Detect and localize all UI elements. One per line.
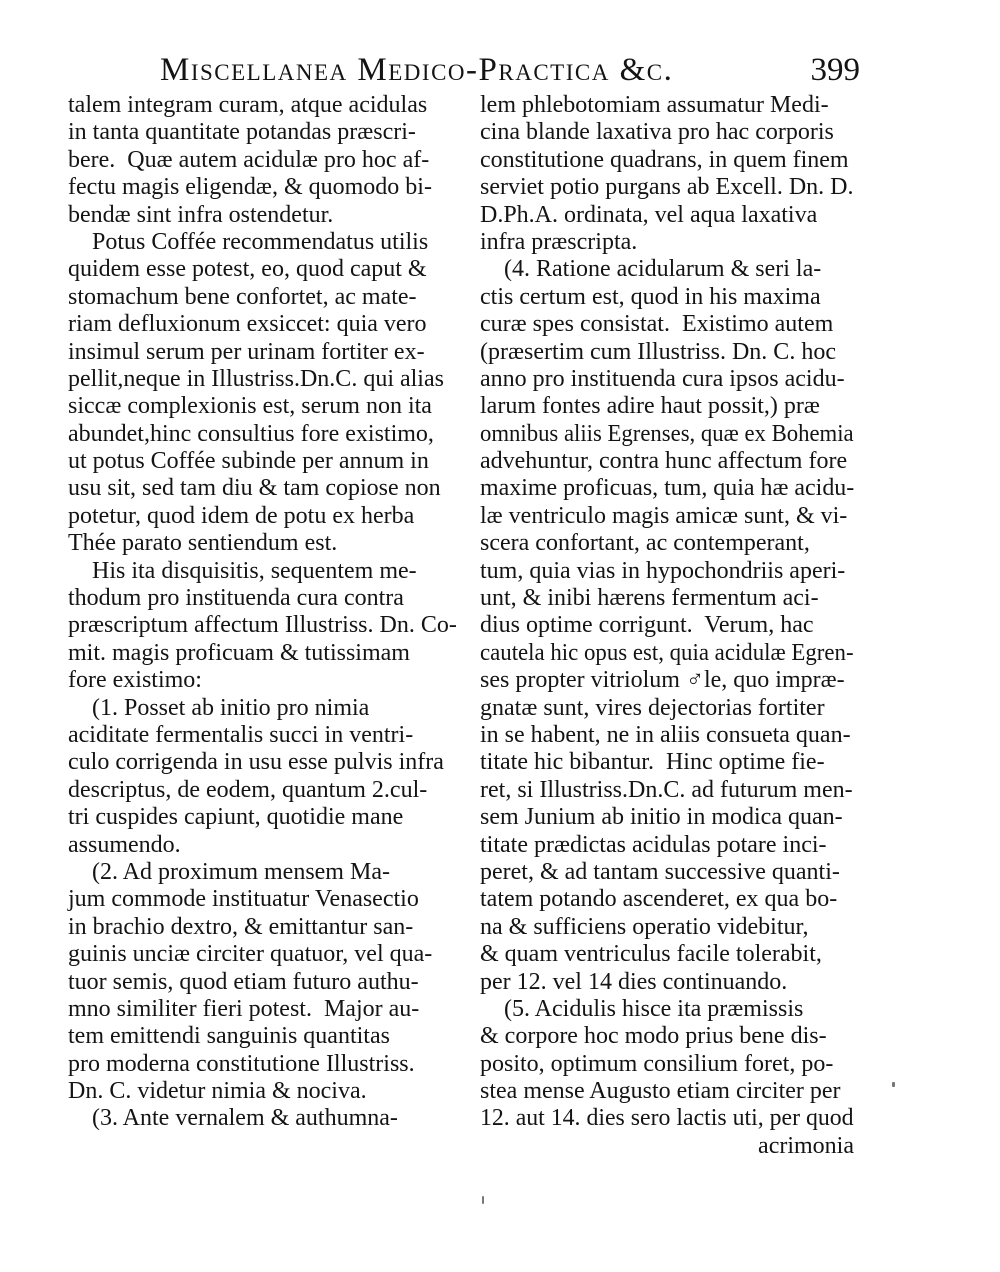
text-line: Thée parato sentiendum est. [68, 530, 338, 557]
text-line: usu sit, sed tam diu & tam copiose non [68, 475, 441, 502]
text-line: in brachio dextro, & emittantur san- [68, 913, 414, 940]
text-line: læ ventriculo magis amicæ sunt, & vi- [480, 502, 848, 529]
text-line: tuor semis, quod etiam futuro authu- [68, 968, 419, 995]
text-line: peret, & ad tantam successive quanti- [480, 858, 840, 885]
text-line: titate prædictas acidulas potare inci- [480, 831, 827, 858]
right-text-column [480, 92, 854, 1160]
text-line: quidem esse potest, eo, quod caput & [68, 256, 427, 283]
text-line: insimul serum per urinam fortiter ex- [68, 338, 425, 365]
page-header [160, 52, 860, 92]
page-number: 399 [810, 52, 860, 88]
text-line: ret, si Illustriss.Dn.C. ad futurum men- [480, 776, 853, 803]
text-line: tem emittendi sanguinis quantitas [68, 1023, 390, 1050]
catchword: acrimonia [758, 1132, 854, 1159]
text-line: guinis unciæ circiter quatuor, vel qua- [68, 941, 433, 968]
text-line: abundet,hinc consultius fore existimo, [68, 420, 434, 447]
text-line: in se habent, ne in aliis consueta quan- [480, 721, 851, 748]
text-line: thodum pro instituenda cura contra [68, 585, 404, 612]
text-line: advehuntur, contra hunc affectum fore [480, 448, 848, 475]
text-line: & corpore hoc modo prius bene dis- [480, 1023, 827, 1050]
text-line: dius optime corrigunt. Verum, hac [480, 612, 814, 639]
text-line: His ita disquisitis, sequentem me- [68, 557, 417, 584]
text-line: aciditate fermentalis succi in ventri- [68, 721, 414, 748]
text-line: (1. Posset ab initio pro nimia [68, 694, 370, 721]
text-line: Potus Coffée recommendatus utilis [68, 228, 429, 255]
left-text-column [68, 92, 460, 1133]
text-line: descriptus, de eodem, quantum 2.cul- [68, 776, 428, 803]
text-line: infra præscripta. [480, 228, 638, 255]
text-line: bere. Quæ autem acidulæ pro hoc af- [68, 146, 430, 173]
text-line: talem integram curam, atque acidulas [68, 92, 428, 118]
text-line: (4. Ratione acidularum & seri la- [480, 256, 822, 283]
text-line: cautela hic opus est, quia acidulæ Egren- [480, 639, 854, 666]
text-line: (3. Ante vernalem & authumna- [68, 1105, 398, 1132]
text-line: tri cuspides capiunt, quotidie mane [68, 804, 404, 831]
running-title: Miscellanea Medico-Practica &c. [160, 52, 674, 88]
text-line: præscriptum affectum Illustriss. Dn. Co- [68, 612, 457, 639]
text-line: tatem potando ascenderet, ex qua bo- [480, 886, 838, 913]
ink-speck [892, 1082, 895, 1087]
text-line: stea mense Augusto etiam circiter per [480, 1078, 841, 1105]
ink-speck [482, 1196, 484, 1204]
text-line: cina blande laxativa pro hac corporis [480, 119, 834, 146]
text-line: bendæ sint infra ostendetur. [68, 201, 334, 228]
text-line: (præsertim cum Illustriss. Dn. C. hoc [480, 338, 836, 365]
text-line: jum commode instituatur Venasectio [68, 886, 419, 913]
text-line: pro moderna constitutione Illustriss. [68, 1050, 415, 1077]
text-line: ses propter vitriolum ♂le, quo impræ- [480, 667, 845, 694]
text-line: tum, quia vias in hypochondriis aperi- [480, 557, 846, 584]
text-line: omnibus aliis Egrenses, quæ ex Bohemia [480, 420, 854, 447]
text-line: pellit,neque in Illustriss.Dn.C. qui alias [68, 365, 444, 392]
text-line: riam defluxionum exsiccet: quia vero [68, 311, 427, 338]
text-line: scera confortant, ac contemperant, [480, 530, 810, 557]
text-line: (2. Ad proximum mensem Ma- [68, 858, 390, 885]
text-line: stomachum bene confortet, ac mate- [68, 283, 417, 310]
text-line: gnatæ sunt, vires dejectorias fortiter [480, 694, 825, 721]
text-line: 12. aut 14. dies sero lactis uti, per quod [480, 1105, 854, 1132]
text-line: larum fontes adire haut possit,) præ [480, 393, 820, 420]
text-line: anno pro instituenda cura ipsos acidu- [480, 365, 845, 392]
text-line: sem Junium ab initio in modica quan- [480, 804, 843, 831]
text-line: mno similiter fieri potest. Major au- [68, 995, 420, 1022]
text-line: posito, optimum consilium foret, po- [480, 1050, 834, 1077]
text-line: ut potus Coffée subinde per annum in [68, 448, 429, 475]
text-line: curæ spes consistat. Existimo autem [480, 311, 834, 338]
text-line: unt, & inibi hærens fermentum aci- [480, 585, 819, 612]
text-line: potetur, quod idem de potu ex herba [68, 502, 415, 529]
text-line: per 12. vel 14 dies continuando. [480, 968, 788, 995]
text-line: & quam ventriculus facile tolerabit, [480, 941, 822, 968]
text-line: titate hic bibantur. Hinc optime fie- [480, 749, 825, 776]
text-line: maxime proficuas, tum, quia hæ acidu- [480, 475, 855, 502]
text-line: constitutione quadrans, in quem finem [480, 146, 849, 173]
text-line: fectu magis eligendæ, & quomodo bi- [68, 174, 432, 201]
text-line: na & sufficiens operatio videbitur, [480, 913, 809, 940]
text-line: (5. Acidulis hisce ita præmissis [480, 995, 804, 1022]
text-line: siccæ complexionis est, serum non ita [68, 393, 432, 420]
text-line: serviet potio purgans ab Excell. Dn. D. [480, 174, 854, 201]
text-line: assumendo. [68, 831, 181, 858]
text-line: lem phlebotomiam assumatur Medi- [480, 92, 829, 118]
text-line: fore existimo: [68, 667, 202, 694]
text-line: culo corrigenda in usu esse pulvis infra [68, 749, 444, 776]
text-line: mit. magis proficuam & tutissimam [68, 639, 410, 666]
text-line: Dn. C. videtur nimia & nociva. [68, 1078, 367, 1105]
text-line: in tanta quantitate potandas præscri- [68, 119, 416, 146]
text-line: D.Ph.A. ordinata, vel aqua laxativa [480, 201, 818, 228]
text-line: ctis certum est, quod in his maxima [480, 283, 821, 310]
